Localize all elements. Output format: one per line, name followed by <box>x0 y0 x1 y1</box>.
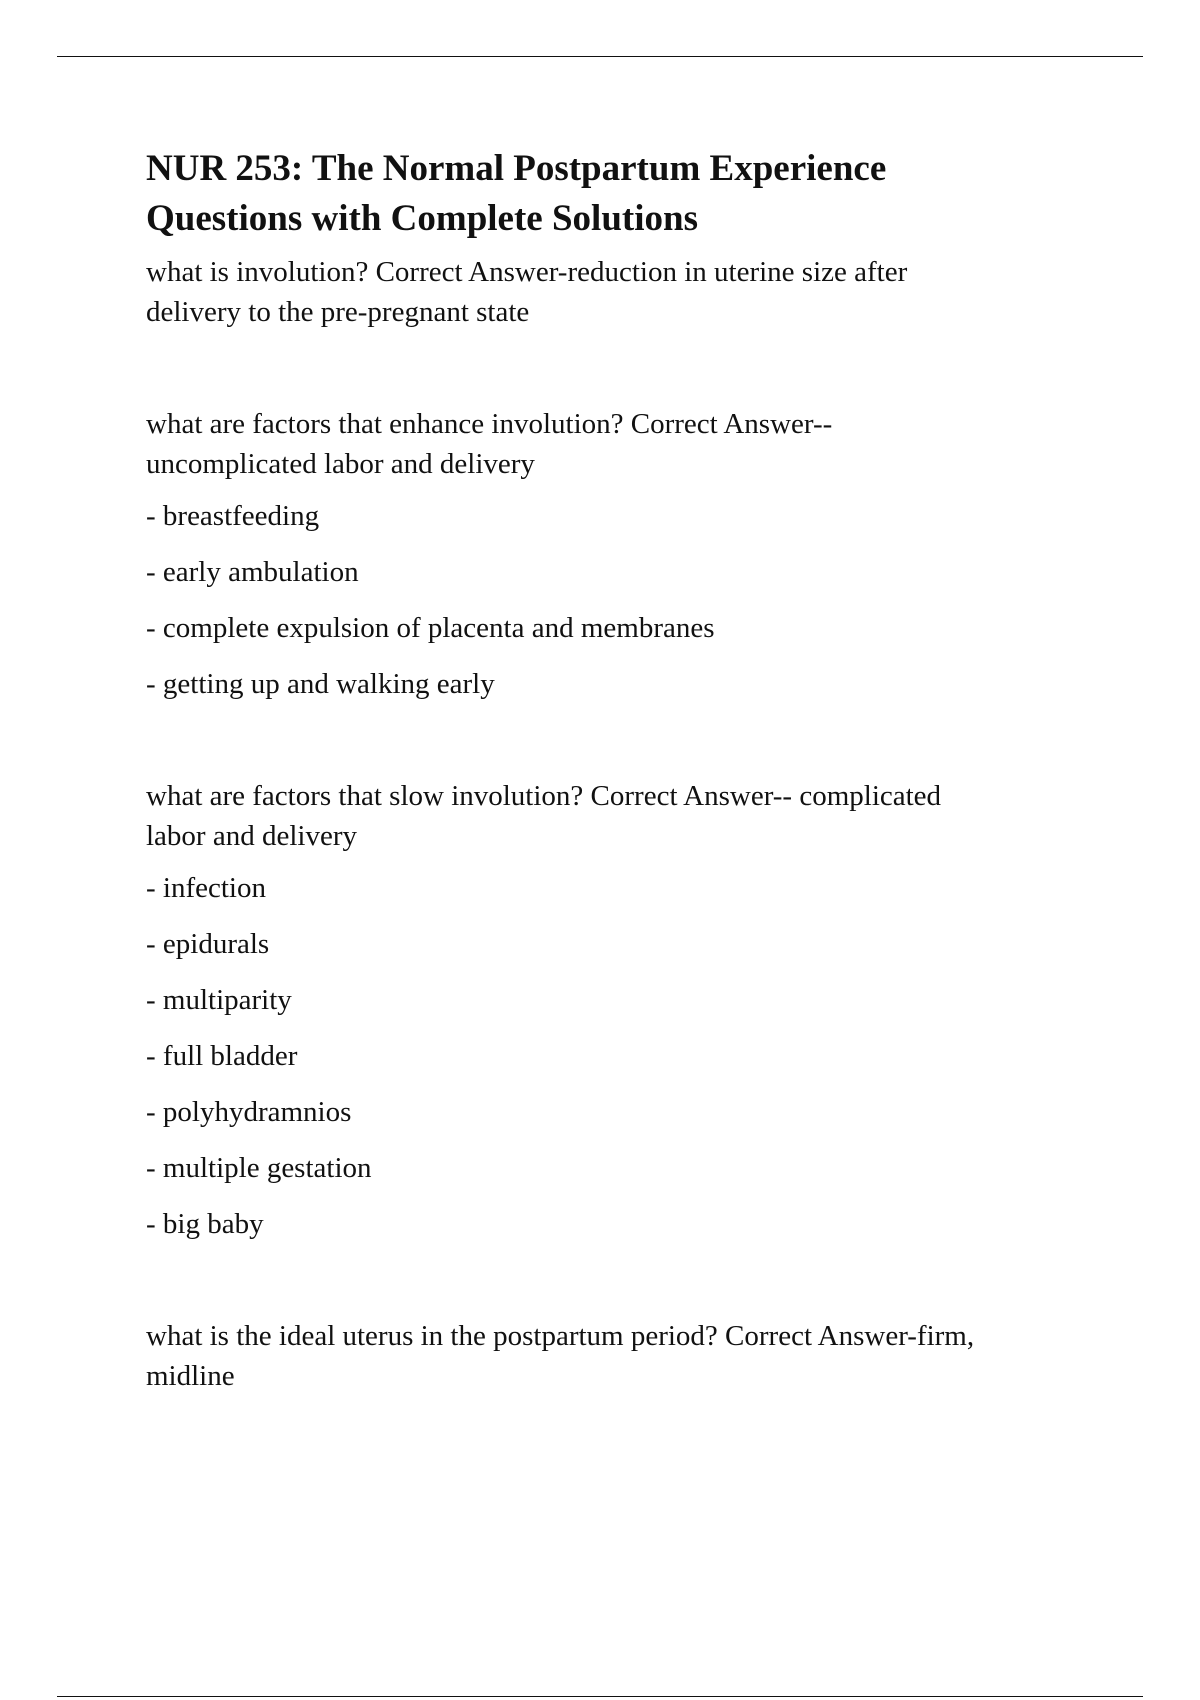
list-item: - polyhydramnios <box>146 1096 352 1128</box>
question-text <box>146 252 1106 332</box>
list-item: - full bladder <box>146 1040 298 1072</box>
question-line-1: what are factors that slow involution? Correct Answer-- complicated <box>146 780 942 812</box>
question-line-2: delivery to the pre-pregnant state <box>146 296 530 328</box>
question-block-slow-involution <box>146 776 1106 1244</box>
answer-list <box>146 868 1106 1244</box>
answer-list <box>146 496 1106 704</box>
document-title <box>146 144 1106 244</box>
page-bottom-rule <box>57 1696 1143 1697</box>
list-item: - breastfeeding <box>146 500 320 532</box>
question-block-ideal-uterus <box>146 1316 1106 1396</box>
list-item: - big baby <box>146 1208 264 1240</box>
question-text <box>146 776 1106 856</box>
question-block-enhance-involution <box>146 404 1106 704</box>
question-line-1: what is the ideal uterus in the postpartum period? Correct Answer-firm, <box>146 1320 975 1352</box>
list-item: - epidurals <box>146 928 270 960</box>
list-item: - complete expulsion of placenta and membranes <box>146 612 715 644</box>
title-line-1: NUR 253: The Normal Postpartum Experience <box>146 148 887 189</box>
page-top-rule <box>57 56 1143 57</box>
list-item: - multiparity <box>146 984 292 1016</box>
question-line-2: uncomplicated labor and delivery <box>146 448 535 480</box>
question-block-involution <box>146 252 1106 332</box>
list-item: - early ambulation <box>146 556 359 588</box>
list-item: - getting up and walking early <box>146 668 495 700</box>
document-body <box>146 144 1106 1396</box>
question-line-2: midline <box>146 1360 235 1392</box>
question-text <box>146 1316 1106 1396</box>
question-text <box>146 404 1106 484</box>
list-item: - multiple gestation <box>146 1152 372 1184</box>
question-line-2: labor and delivery <box>146 820 357 852</box>
question-line-1: what is involution? Correct Answer-reduction in uterine size after <box>146 256 908 288</box>
title-line-2: Questions with Complete Solutions <box>146 198 698 239</box>
list-item: - infection <box>146 872 266 904</box>
question-line-1: what are factors that enhance involution? Correct Answer-- <box>146 408 833 440</box>
